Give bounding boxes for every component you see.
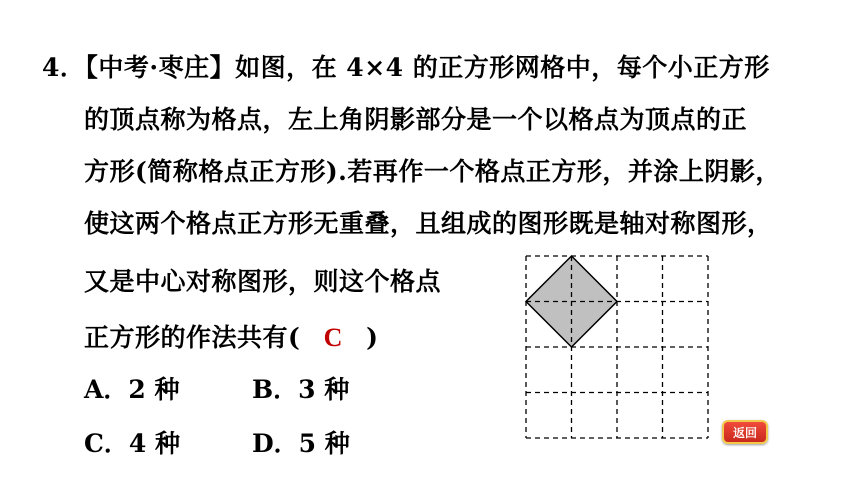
question-line-6 (84, 322, 378, 354)
question-line-6-prefix: 正方形的作法共有( (84, 323, 301, 352)
option-b: B．3 种 (252, 375, 350, 404)
grid-figure (524, 254, 714, 444)
option-d: D．5 种 (252, 429, 350, 458)
question-line-3: 方形(简称格点正方形).若再作一个格点正方形，并涂上阴影， (84, 157, 781, 186)
question-line-5: 又是中心对称图形，则这个格点 (84, 267, 442, 296)
option-a: A．2 种 (84, 375, 180, 404)
option-c: C．4 种 (84, 429, 180, 458)
question-line-6-suffix: ) (366, 323, 379, 352)
question-line-4: 使这两个格点正方形无重叠，且组成的图形既是轴对称图形， (84, 209, 773, 238)
back-button[interactable]: 返回 (722, 420, 768, 444)
answer-letter: C (323, 323, 343, 352)
question-line-2: 的顶点称为格点，左上角阴影部分是一个以格点为顶点的正 (84, 105, 748, 134)
question-line-1: 4．【中考·枣庄】如图，在 4×4 的正方形网格中，每个小正方形 (42, 53, 770, 82)
